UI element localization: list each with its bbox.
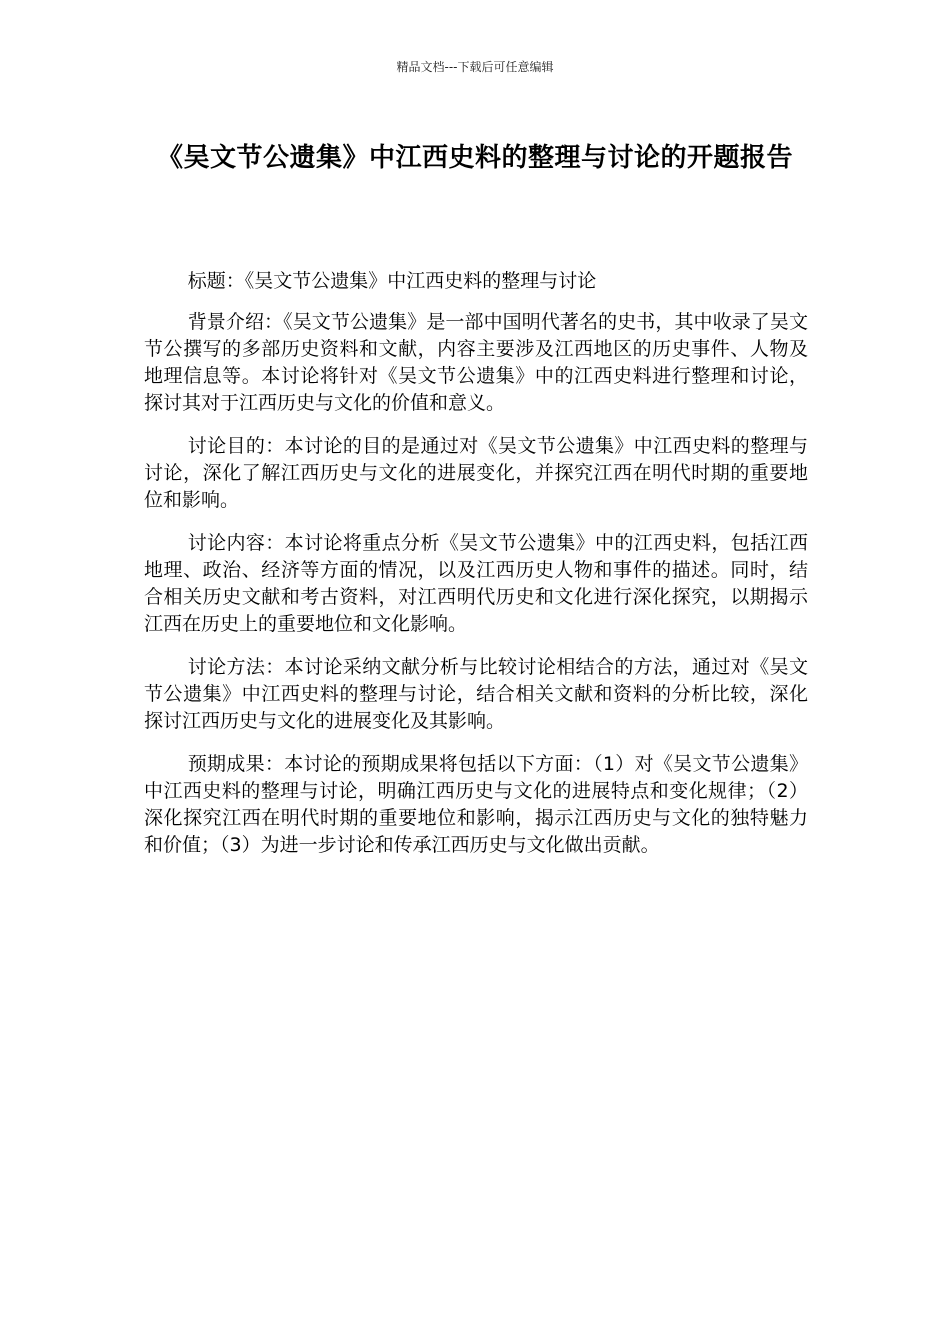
header-note: 精品文档---下载后可任意编辑 [396,60,554,74]
paragraph-content: 讨论内容：本讨论将重点分析《吴文节公遗集》中的江西史料，包括江西地理、政治、经济等方面的情况，以及江西历史人物和事件的描述。同时，结合相关历史文献和考古资料，对江西明代历史和文化进行深化探究，以期揭示江西在历史上的重要地位和文化影响。 [144,532,808,635]
document-body [144,268,808,875]
paragraph-expected-results: 预期成果：本讨论的预期成果将包括以下方面：（1）对《吴文节公遗集》中江西史料的整理与讨论，明确江西历史与文化的进展特点和变化规律；（2）深化探究江西在明代时期的重要地位和影响，揭示江西历史与文化的独特魅力和价值；（3）为进一步讨论和传承江西历史与文化做出贡献。 [144,753,808,856]
paragraph-purpose: 讨论目的：本讨论的目的是通过对《吴文节公遗集》中江西史料的整理与讨论，深化了解江西历史与文化的进展变化，并探究江西在明代时期的重要地位和影响。 [144,435,808,511]
paragraph-method: 讨论方法：本讨论采纳文献分析与比较讨论相结合的方法，通过对《吴文节公遗集》中江西史料的整理与讨论，结合相关文献和资料的分析比较，深化探讨江西历史与文化的进展变化及其影响。 [144,656,808,732]
document-title: 《吴文节公遗集》中江西史料的整理与讨论的开题报告 [156,143,793,173]
paragraph-background: 背景介绍：《吴文节公遗集》是一部中国明代著名的史书，其中收录了吴文节公撰写的多部历史资料和文献，内容主要涉及江西地区的历史事件、人物及地理信息等。本讨论将针对《吴文节公遗集》中的江西史料进行整理和讨论，探讨其对于江西历史与文化的价值和意义。 [144,311,808,414]
paragraph-topic: 标题：《吴文节公遗集》中江西史料的整理与讨论 [187,270,597,292]
